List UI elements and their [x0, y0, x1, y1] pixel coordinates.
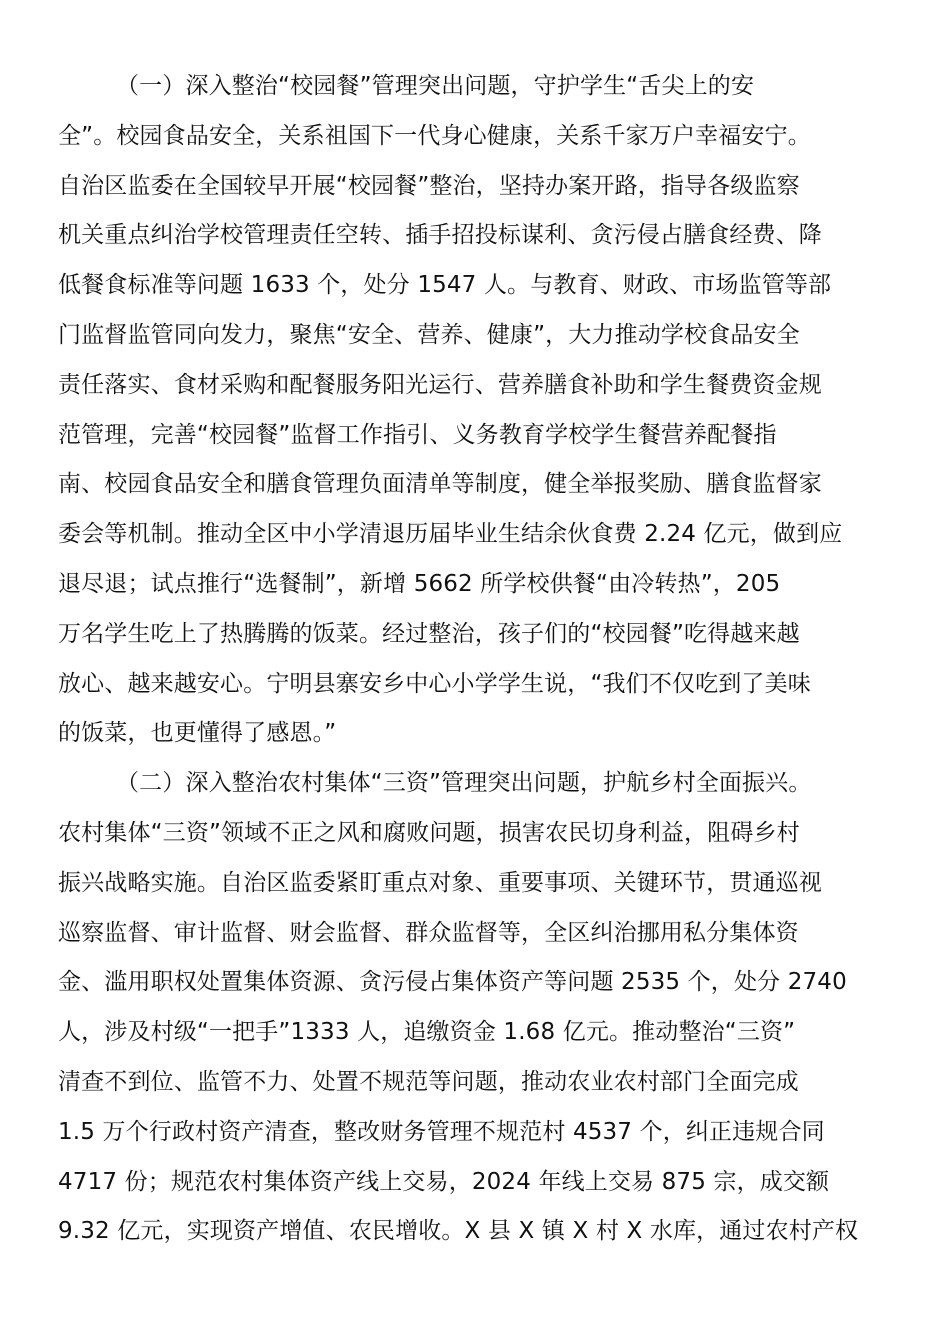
text-line: 万名学生吃上了热腾腾的饭菜。经过整治，孩子们的“校园餐”吃得越来越 [58, 620, 800, 647]
text-line: 的饭菜，也更懂得了感恩。” [58, 720, 337, 747]
text-line: 南、校园食品安全和膳食管理负面清单等制度，健全举报奖励、膳食监督家 [58, 471, 822, 498]
text-line: 4717 份；规范农村集体资产线上交易，2024 年线上交易 875 宗，成交额 [58, 1168, 830, 1195]
text-line: 自治区监委在全国较早开展“校园餐”整治，坚持办案开路，指导各级监察 [58, 172, 800, 199]
text-line: 门监督监管同向发力，聚焦“安全、营养、健康”，大力推动学校食品安全 [58, 321, 800, 348]
text-line: 9.32 亿元，实现资产增值、农民增收。X 县 X 镇 X 村 X 水库，通过农村产权 [58, 1218, 859, 1245]
text-line: 范管理，完善“校园餐”监督工作指引、义务教育学校学生餐营养配餐指 [58, 421, 777, 448]
text-line: 机关重点纠治学校管理责任空转、插手招投标谋利、贪污侵占膳食经费、降 [58, 222, 822, 249]
paragraph-2 [58, 759, 892, 1257]
text-line: 委会等机制。推动全区中小学清退历届毕业生结余伙食费 2.24 亿元，做到应 [58, 521, 843, 548]
text-line: 1.5 万个行政村资产清查，整改财务管理不规范村 4537 个，纠正违规合同 [58, 1118, 825, 1145]
text-line: 振兴战略实施。自治区监委紧盯重点对象、重要事项、关键环节，贯通巡视 [58, 869, 822, 896]
document-page [58, 62, 892, 1257]
text-line: 责任落实、食材采购和配餐服务阳光运行、营养膳食补助和学生餐费资金规 [58, 371, 822, 398]
text-line: 人，涉及村级“一把手”1333 人，追缴资金 1.68 亿元。推动整治“三资” [58, 1019, 796, 1046]
paragraph-1 [58, 62, 892, 759]
text-line: （一）深入整治“校园餐”管理突出问题，守护学生“舌尖上的安 [116, 73, 755, 99]
text-line: （二）深入整治农村集体“三资”管理突出问题，护航乡村全面振兴。 [116, 770, 812, 797]
text-line: 清查不到位、监管不力、处置不规范等问题，推动农业农村部门全面完成 [58, 1068, 799, 1095]
text-line: 退尽退；试点推行“选餐制”，新增 5662 所学校供餐“由冷转热”，205 [58, 570, 781, 597]
text-line: 放心、越来越安心。宁明县寨安乡中心小学学生说，“我们不仅吃到了美味 [58, 670, 811, 697]
text-line: 低餐食标准等问题 1633 个，处分 1547 人。与教育、财政、市场监管等部 [58, 272, 832, 299]
text-line: 全”。校园食品安全，关系祖国下一代身心健康，关系千家万户幸福安宁。 [58, 122, 811, 149]
text-line: 农村集体“三资”领域不正之风和腐败问题，损害农民切身利益，阻碍乡村 [58, 819, 800, 846]
text-line: 金、滥用职权处置集体资源、贪污侵占集体资产等问题 2535 个，处分 2740 [58, 969, 847, 996]
text-line: 巡察监督、审计监督、财会监督、群众监督等，全区纠治挪用私分集体资 [58, 919, 799, 946]
